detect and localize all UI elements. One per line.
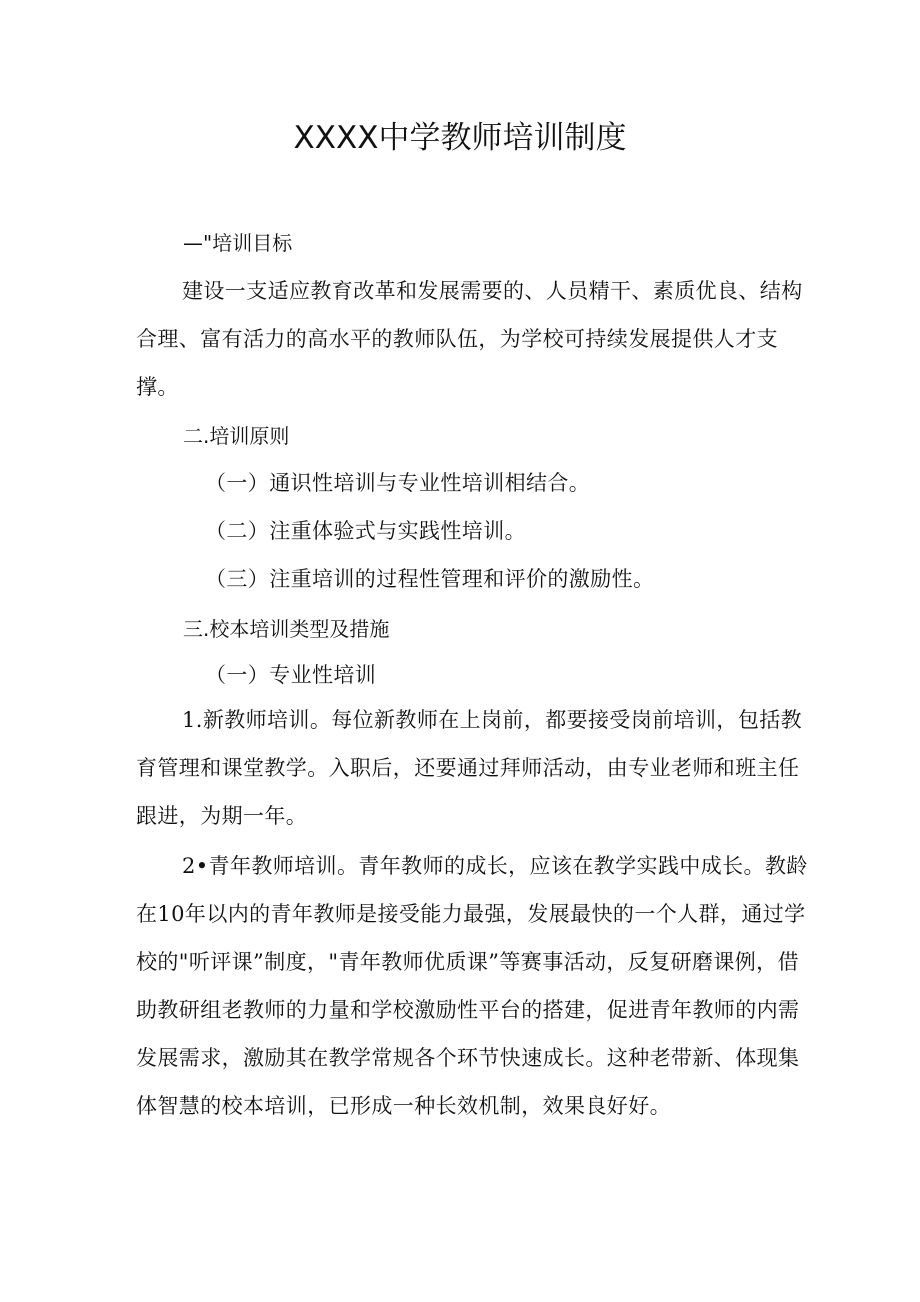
principle-item: （一）通识性培训与专业性培训相结合。 [205,471,591,495]
goals-paragraph: 建设一支适应教育改革和发展需要的、人员精干、素质优良、结构合理、富有活力的高水平的教师队伍，为学校可持续发展提供人才支撑。 [136,279,803,399]
subsection-heading-professional: （一）专业性培训 [205,663,377,687]
principle-item: （三）注重培训的过程性管理和评价的激励性。 [205,567,655,591]
document-title: XXXX中学教师培训制度 [293,120,627,156]
section-heading-principles: 二.培训原则 [183,424,290,448]
section-heading-types: 三.校本培训类型及措施 [183,617,390,641]
young-teacher-paragraph: 2•青年教师培训。青年教师的成长，应该在教学实践中成长。教龄在10年以内的青年教师是接受能力最强，发展最快的一个人群，通过学校的"听评课”制度，"青年教师优质课”等赛事活动，反复研磨课例，借助教研组老教师的力量和学校激励性平台的搭建，促进青年教师的内需发展需求，激励其在教学常规各个环节快速成长。这种老带新、体现集体智慧的校本培训，已形成一种长效机制，效果良好好。 [136,854,808,1118]
new-teacher-paragraph: 1.新教师培训。每位新教师在上岗前，都要接受岗前培训，包括教育管理和课堂教学。入职后，还要通过拜师活动，由专业老师和班主任跟进，为期一年。 [136,708,803,828]
principle-item: （二）注重体验式与实践性培训。 [205,519,526,543]
section-heading-goals: —"培训目标 [183,231,293,255]
